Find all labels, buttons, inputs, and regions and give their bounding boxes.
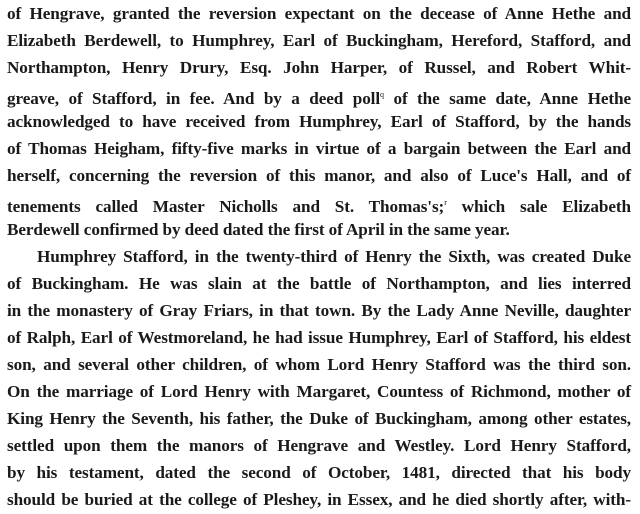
- text-segment: tenements called Master Nicholls and St. Thomas's;: [7, 197, 445, 216]
- text-line: King Henry the Seventh, his father, the Duke of Buckingham, among other estates,: [7, 409, 631, 428]
- text-line: of Ralph, Earl of Westmoreland, he had issue Humphrey, Earl of Stafford, his eldest: [7, 328, 631, 347]
- footnote-marker: r: [444, 198, 447, 207]
- footnote-marker: q: [380, 90, 384, 99]
- text-line: settled upon them the manors of Hengrave and Westley. Lord Henry Stafford,: [7, 436, 631, 455]
- text-line: Northampton, Henry Drury, Esq. John Harper, of Russel, and Robert Whit-: [7, 58, 631, 77]
- text-segment: of the same date, Anne Hethe: [383, 89, 631, 108]
- text-line: of Hengrave, granted the reversion expectant on the decease of Anne Hethe and: [7, 4, 631, 23]
- text-line: of Thomas Heigham, fifty-five marks in virtue of a bargain between the Earl and: [7, 139, 631, 158]
- text-segment: which sale Elizabeth: [446, 197, 631, 216]
- text-line: On the marriage of Lord Henry with Margaret, Countess of Richmond, mother of: [7, 382, 631, 401]
- text-segment: greave, of Stafford, in fee. And by a deed poll: [7, 89, 381, 108]
- text-line: son, and several other children, of whom Lord Henry Stafford was the third son.: [7, 355, 631, 374]
- paragraph-first-line: Humphrey Stafford, in the twenty-third of Henry the Sixth, was created Duke: [37, 247, 631, 266]
- text-line: [7, 83, 631, 107]
- text-line: in the monastery of Gray Friars, in that town. By the Lady Anne Neville, daughter: [7, 301, 631, 320]
- text-line: acknowledged to have received from Humphrey, Earl of Stafford, by the hands: [7, 112, 631, 131]
- text-line: should be buried at the college of Pleshey, in Essex, and he died shortly after, with-: [7, 490, 631, 509]
- text-line: herself, concerning the reversion of this manor, and also of Luce's Hall, and of: [7, 166, 631, 185]
- text-line: Elizabeth Berdewell, to Humphrey, Earl of Buckingham, Hereford, Stafford, and: [7, 31, 631, 50]
- text-line: of Buckingham. He was slain at the battle of Northampton, and lies interred: [7, 274, 631, 293]
- text-line: by his testament, dated the second of October, 1481, directed that his body: [7, 463, 631, 482]
- text-line: Berdewell confirmed by deed dated the first of April in the same year.: [7, 220, 510, 239]
- text-line: [7, 191, 631, 215]
